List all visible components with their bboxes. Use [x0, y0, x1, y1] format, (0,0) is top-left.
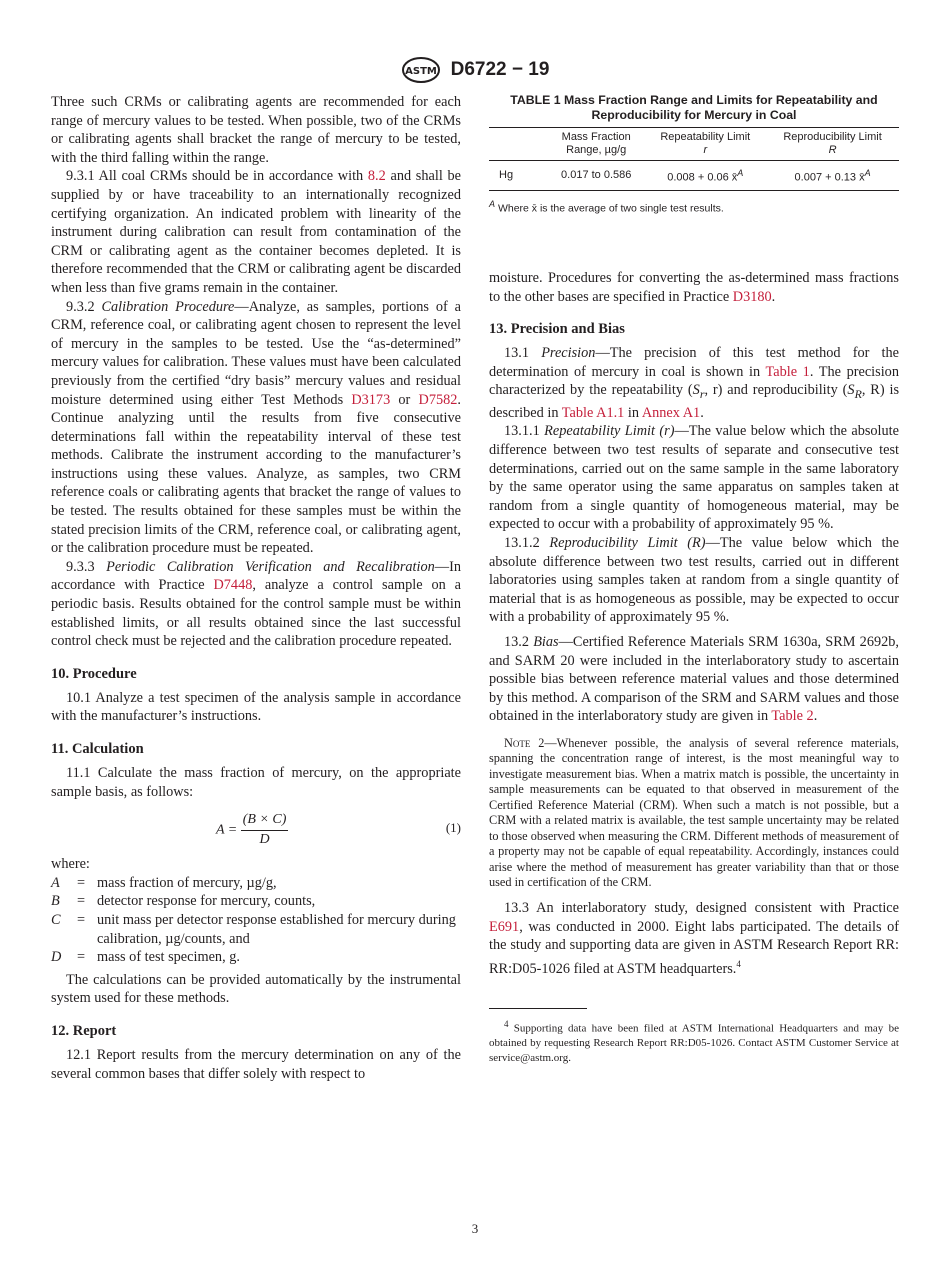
- table-header-blank: [489, 128, 548, 161]
- svg-text:ASTM: ASTM: [404, 66, 437, 77]
- where-label: where:: [51, 856, 90, 873]
- table-header-row: [489, 128, 899, 161]
- link-table-1[interactable]: Table 1: [765, 363, 810, 380]
- footnote-rule: [489, 1008, 587, 1009]
- equation-formula: A = $\frac{(B \times C)}{D}$: [216, 812, 287, 847]
- link-8-2[interactable]: 8.2: [367, 168, 386, 185]
- where-item: D = mass of test specimen, g.: [51, 949, 240, 966]
- heading-13-precision-bias: 13. Precision and Bias: [489, 321, 625, 338]
- footnote-block: [489, 1008, 899, 1065]
- table-header-repeatability: Repeatability Limit r: [644, 128, 766, 161]
- equation-number: (1): [445, 820, 461, 836]
- paragraph-10-1: 10.1 Analyze a test specimen of the analysis sample in accordance with the manufacturer’s instructions.: [51, 689, 461, 725]
- paragraph-intro: Three such CRMs or calibrating agents are recommended for each range of mercury values to be tested. When possible, two of the CRMs or calibrating agents shall bracket the range of mercury to be tested, with the third falling within the range.: [51, 94, 461, 166]
- paragraph-13-1-1: 13.1.1 Repeatability Limit (r)—The value below which the absolute difference between two test results of separate and consecutive test determinations, carried out on the same sample in the same laboratory by the same operator using the same apparatus on samples taken at random from a single quantity of homogeneous material, may be expected to occur with a probability of approximately 95 %.: [489, 423, 899, 533]
- paragraph-11-1: 11.1 Calculate the mass fraction of mercury, on the appropriate sample basis, as follows:: [51, 765, 461, 800]
- table-1-title: TABLE 1 Mass Fraction Range and Limits for Repeatability and Reproducibility for Mercury in Coal: [510, 93, 878, 122]
- footnote-4: $^4$ Supporting data have been filed at ASTM International Headquarters and may be obtained by requesting Research Report RR:D05-1026. Contact ASTM Customer Service at service@astm.org.: [489, 1019, 899, 1064]
- table-header-range: Mass Fraction Range, µg/g: [548, 128, 644, 161]
- where-item: C = unit mass per detector response established for mercury during calibration, µg/counts, and: [51, 911, 456, 947]
- table-1-block: [489, 93, 899, 269]
- link-table-a1-1[interactable]: Table A1.1: [561, 404, 625, 421]
- astm-logo-icon: [401, 56, 441, 84]
- paragraph-calc-auto: The calculations can be provided automatically by the instrumental system used for these methods.: [51, 971, 461, 1007]
- paragraph-9-3-1: 9.3.1 All coal CRMs should be in accordance with 8.2 and shall be supplied by or have traceability to an internationally recognized certifying organization. An indicated problem with linearity of the instrument during calibration can result from contamination of the CRM or calibrating agent as the container becomes depleted. It is therefore recommended that the CRM or calibrating agent be discarded when less than five grams remain in the container.: [51, 168, 461, 296]
- page-header: [0, 56, 950, 84]
- page-number: 3: [471, 1221, 479, 1236]
- document-designation: D6722 − 19: [450, 59, 550, 80]
- paragraph-9-3-3: 9.3.3 Periodic Calibration Verification and Recalibration—In accordance with Practice D7448, analyze a control sample on a periodic basis. Results obtained for the control sample must be within established limits, or all results obtained since the last successful control check must be rejected and the calibration procedure repeated.: [51, 558, 462, 650]
- table-header-reproducibility: Reproducibility Limit R: [766, 128, 899, 161]
- table-row: [489, 161, 899, 191]
- table-1: [489, 127, 899, 191]
- equation-1: [51, 807, 461, 851]
- paragraph-9-3-2: 9.3.2 Calibration Procedure—Analyze, as samples, portions of a CRM, reference coal, or calibrating agent chosen to represent the level of mercury in the samples to be tested. Use the “as-determined” mercury values for calibration. These values must have been calculated previously from the certified “dry basis” mercury values and residual moisture determined using either Test Methods D3173 or D7582. Continue analyzing until the results from five consecutive determinations fall within the repeatability interval of these test methods. Calibrate the instrument according to the manufacturer’s instructions using these values. Analyze, as samples, two CRM reference coals or calibrating agents that bracket the range of values to be tested. The results obtained for these samples must be within the stated precision limits of the CRM, reference coal, or calibrating agent, or the calibration procedure must be repeated.: [51, 298, 461, 557]
- paragraph-13-1-2: 13.1.2 Reproducibility Limit (R)—The value below which the absolute difference between two test results, carried out in different laboratories using samples taken at random from a single quantity of material that is as homogeneous as possible, may be expected to occur with a probability of approximately 95 %.: [489, 534, 899, 626]
- link-d7582[interactable]: D7582: [418, 391, 458, 408]
- table-cell-repeatability: 0.008 + 0.06 x̄$^A$: [644, 161, 766, 191]
- paragraph-report-cont: moisture. Procedures for converting the as-determined mass fractions to the other bases are specified in Practice D3180.: [489, 270, 899, 305]
- table-cell-range: 0.017 to 0.586: [548, 161, 644, 191]
- heading-11-calculation: 11. Calculation: [51, 741, 144, 757]
- link-d7448[interactable]: D7448: [213, 577, 253, 594]
- table-cell-element: Hg: [489, 161, 548, 191]
- link-e691[interactable]: E691: [489, 918, 520, 935]
- paragraph-13-1: 13.1 Precision—The precision of this test method for the determination of mercury in coal is shown in Table 1. The precision characterized by the repeatability ($S_r$, r) and reproducibility ($S_R$, R) is described in Table A1.1 in Annex A1.: [489, 345, 900, 421]
- heading-10-procedure: 10. Procedure: [51, 665, 137, 682]
- right-column: [489, 93, 899, 1065]
- paragraph-12-1: 12.1 Report results from the mercury determination on any of the several common bases that differ solely with respect to: [51, 1046, 461, 1082]
- paragraph-13-3: 13.3 An interlaboratory study, designed consistent with Practice E691, was conducted in 2000. Eight labs participated. The details of the study and supporting data are given in ASTM Research Report RR: RR:D05-1026 filed at ASTM headquarters.$^4$: [489, 899, 899, 977]
- where-item: A = mass fraction of mercury, µg/g,: [51, 874, 277, 891]
- where-list: [51, 874, 461, 967]
- link-annex-a1[interactable]: Annex A1: [641, 404, 701, 421]
- table-1-footnote: $^A$ Where x̄ is the average of two single test results.: [489, 199, 724, 215]
- where-item: B = detector response for mercury, counts,: [51, 893, 316, 910]
- link-d3173[interactable]: D3173: [351, 391, 391, 408]
- left-column: [51, 93, 461, 1083]
- heading-12-report: 12. Report: [51, 1022, 117, 1039]
- table-cell-reproducibility: 0.007 + 0.13 x̄$^A$: [766, 161, 899, 191]
- note-2: Note 2—Whenever possible, the analysis of several reference materials, spanning the concentration range of interest, is the most meaningful way to investigate measurement bias. When a matrix match is possible, the uncertainty in sample measurements can be equated to that observed in measurement of the Certified Reference Material (CRM). When such a match is not possible, but a CRM with a related matrix is available, the test sample uncertainty may be related to those observed when measuring the CRM. Different methods of measurement of a property may not be capable of equal repeatability. Accordingly, instances could arise where the method of measurement has greater variability than that or those used in certification of the CRM.: [489, 735, 899, 890]
- link-table-2[interactable]: Table 2: [771, 708, 814, 725]
- paragraph-13-2: 13.2 Bias—Certified Reference Materials SRM 1630a, SRM 2692b, and SARM 20 were included in the interlaboratory study to ascertain possible bias between reference material values and those determined by this method. A comparison of the SRM and SARM values and those obtained in the interlaboratory study are given in Table 2.: [489, 633, 899, 725]
- link-d3180[interactable]: D3180: [732, 288, 772, 305]
